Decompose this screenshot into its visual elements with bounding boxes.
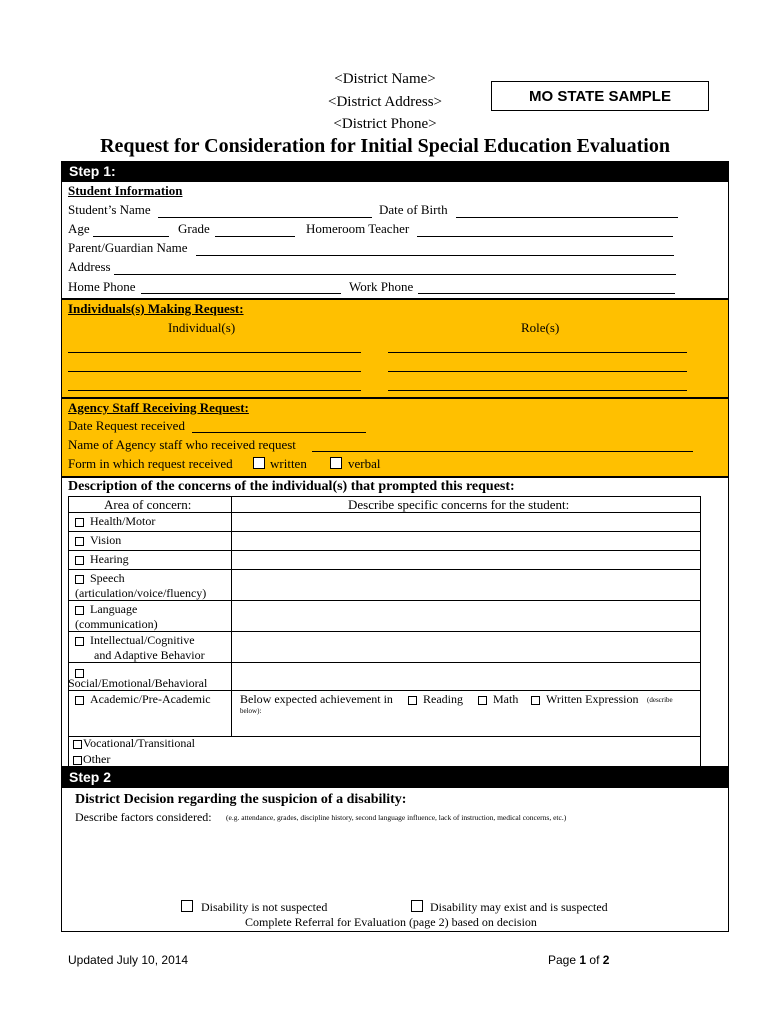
page-word: Page xyxy=(548,953,577,967)
verbal-checkbox[interactable] xyxy=(330,457,342,469)
reading-checkbox[interactable] xyxy=(408,696,417,705)
address-field[interactable] xyxy=(114,274,676,275)
updated-date: Updated July 10, 2014 xyxy=(68,953,189,967)
vocational-label: Vocational/Transitional xyxy=(83,736,195,750)
other-label: Other xyxy=(83,752,111,766)
step2-heading: District Decision regarding the suspicion of a disability: xyxy=(75,792,407,807)
written-expression-label: Written Expression xyxy=(546,692,639,706)
role-field-3[interactable] xyxy=(388,390,687,391)
concerns-heading: Description of the concerns of the individual(s) that prompted this request: xyxy=(68,479,515,494)
date-received-label: Date Request received xyxy=(68,418,185,433)
age-label: Age xyxy=(68,221,90,236)
step2-bar: Step 2 xyxy=(61,767,729,787)
address-label: Address xyxy=(68,259,111,274)
date-of-birth-label: Date of Birth xyxy=(379,202,448,217)
work-phone-label: Work Phone xyxy=(349,279,414,294)
speech-checkbox[interactable] xyxy=(75,575,84,584)
not-suspected-checkbox[interactable] xyxy=(181,900,193,912)
academic-label: Academic/Pre-Academic xyxy=(90,692,211,706)
step2-section xyxy=(61,787,729,932)
academic-checkbox[interactable] xyxy=(75,696,84,705)
math-label: Math xyxy=(493,692,519,706)
of-word: of xyxy=(589,953,600,967)
staff-name-label: Name of Agency staff who received request xyxy=(68,437,296,452)
individual-field-1[interactable] xyxy=(68,352,361,353)
page-total: 2 xyxy=(602,953,610,967)
area-other[interactable] xyxy=(73,752,110,767)
may-exist-label: Disability may exist and is suspected xyxy=(430,900,608,914)
speech-label: Speech xyxy=(90,571,125,585)
speech-sublabel: (articulation/voice/fluency) xyxy=(75,586,207,600)
vocational-checkbox[interactable] xyxy=(73,740,82,749)
language-sublabel: (communication) xyxy=(75,617,158,631)
individuals-heading: Individuals(s) Making Request: xyxy=(68,301,244,316)
written-label: written xyxy=(270,456,307,471)
math-option[interactable] xyxy=(478,692,518,707)
homeroom-teacher-label: Homeroom Teacher xyxy=(306,221,410,236)
students-name-field[interactable] xyxy=(158,217,372,218)
health-label: Health/Motor xyxy=(90,514,156,528)
page-number xyxy=(548,953,609,967)
area-hearing[interactable] xyxy=(75,552,129,567)
written-checkbox[interactable] xyxy=(253,457,265,469)
factors-note: (e.g. attendance, grades, discipline history, second language influence, lack of instruction, medical concerns, etc.) xyxy=(226,813,567,822)
social-label: Social/Emotional/Behavioral xyxy=(68,676,208,690)
row-line xyxy=(68,569,701,570)
verbal-label: verbal xyxy=(348,456,381,471)
describe-column-header: Describe specific concerns for the student: xyxy=(348,497,570,512)
vision-checkbox[interactable] xyxy=(75,537,84,546)
intellectual-checkbox[interactable] xyxy=(75,637,84,646)
row-line xyxy=(68,631,701,632)
individual-column-header: Individual(s) xyxy=(168,320,236,335)
hearing-label: Hearing xyxy=(90,552,129,566)
district-address: <District Address> xyxy=(328,94,442,110)
complete-referral-note: Complete Referral for Evaluation (page 2) based on decision xyxy=(245,915,537,929)
role-field-2[interactable] xyxy=(388,371,687,372)
district-name: <District Name> xyxy=(334,71,436,87)
student-info-heading: Student Information xyxy=(68,183,183,198)
vision-label: Vision xyxy=(90,533,122,547)
math-checkbox[interactable] xyxy=(478,696,487,705)
date-of-birth-field[interactable] xyxy=(456,217,678,218)
work-phone-field[interactable] xyxy=(418,293,675,294)
form-received-label: Form in which request received xyxy=(68,456,233,471)
row-line xyxy=(68,531,701,532)
intellectual-label: Intellectual/Cognitive xyxy=(90,633,195,647)
hearing-checkbox[interactable] xyxy=(75,556,84,565)
area-speech[interactable] xyxy=(75,571,125,586)
individual-field-2[interactable] xyxy=(68,371,361,372)
describe-note: (describe xyxy=(647,696,673,704)
concerns-table-divider xyxy=(231,496,232,736)
other-checkbox[interactable] xyxy=(73,756,82,765)
describe-note-2: below): xyxy=(240,707,262,715)
home-phone-label: Home Phone xyxy=(68,279,136,294)
area-vision[interactable] xyxy=(75,533,121,548)
below-expected-label: Below expected achievement in xyxy=(240,692,393,706)
parent-guardian-label: Parent/Guardian Name xyxy=(68,240,188,255)
row-line xyxy=(68,550,701,551)
describe-factors-label: Describe factors considered: xyxy=(75,810,212,824)
not-suspected-label: Disability is not suspected xyxy=(201,900,328,914)
role-column-header: Role(s) xyxy=(521,320,560,335)
may-exist-checkbox[interactable] xyxy=(411,900,423,912)
role-field-1[interactable] xyxy=(388,352,687,353)
individual-field-3[interactable] xyxy=(68,390,361,391)
date-received-field[interactable] xyxy=(192,432,366,433)
grade-field[interactable] xyxy=(215,236,295,237)
intellectual-sublabel: and Adaptive Behavior xyxy=(94,648,205,662)
district-phone: <District Phone> xyxy=(333,116,437,132)
health-checkbox[interactable] xyxy=(75,518,84,527)
home-phone-field[interactable] xyxy=(141,293,341,294)
staff-name-field[interactable] xyxy=(312,451,693,452)
agency-heading: Agency Staff Receiving Request: xyxy=(68,400,249,415)
area-vocational[interactable] xyxy=(73,736,195,751)
area-column-header: Area of concern: xyxy=(104,497,192,512)
area-academic[interactable] xyxy=(75,692,211,707)
step1-bar: Step 1: xyxy=(61,161,729,181)
written-expression-option[interactable] xyxy=(531,692,639,707)
area-intellectual[interactable] xyxy=(75,633,195,648)
age-field[interactable] xyxy=(93,236,169,237)
area-health[interactable] xyxy=(75,514,155,529)
language-label: Language xyxy=(90,602,138,616)
page-title: Request for Consideration for Initial Special Education Evaluation xyxy=(100,135,670,157)
students-name-label: Student’s Name xyxy=(68,202,151,217)
area-language[interactable] xyxy=(75,602,137,617)
page-current: 1 xyxy=(579,953,587,967)
state-sample-stamp: MO STATE SAMPLE xyxy=(491,81,709,111)
parent-guardian-field[interactable] xyxy=(196,255,674,256)
language-checkbox[interactable] xyxy=(75,606,84,615)
reading-label: Reading xyxy=(423,692,463,706)
written-expression-checkbox[interactable] xyxy=(531,696,540,705)
grade-label: Grade xyxy=(178,221,210,236)
reading-option[interactable] xyxy=(408,692,463,707)
homeroom-teacher-field[interactable] xyxy=(417,236,673,237)
